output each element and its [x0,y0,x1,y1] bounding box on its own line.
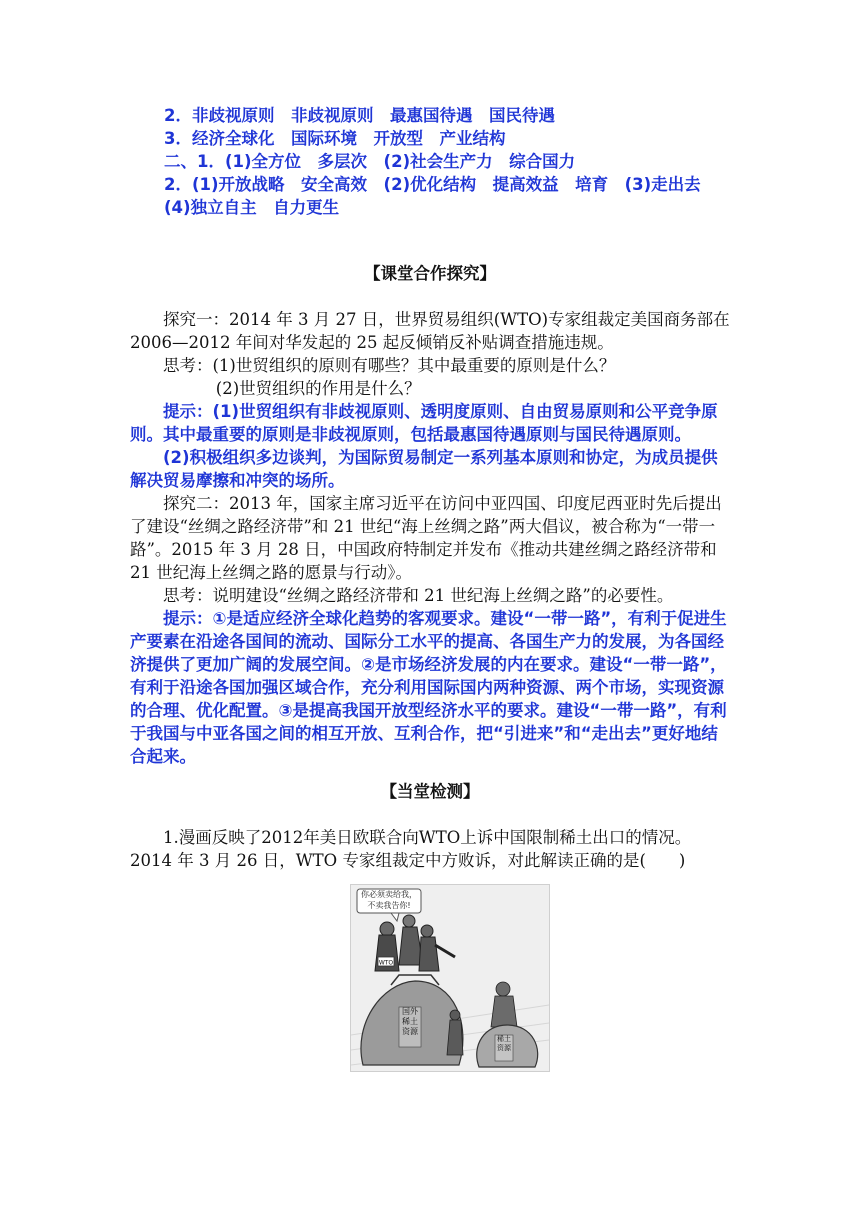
answer-line-1: 2．非歧视原则 非歧视原则 最惠国待遇 国民待遇 [164,106,555,125]
think-two-question: 思考：说明建设“丝绸之路经济带和 21 世纪海上丝绸之路”的必要性。 [163,586,674,605]
section-heading-cooperative-inquiry: 【课堂合作探究】 [364,264,496,283]
right-bag-label: 稀土资源 [497,1035,511,1052]
cartoon-drawing [351,885,549,1071]
answer-line-4: 2．(1)开放战略 安全高效 (2)优化结构 提高效益 培育 (3)走出去 [164,175,701,194]
cartoon-image [350,884,550,1072]
section-heading-in-class-test: 【当堂检测】 [380,782,480,801]
left-bag-label: 国外稀土资源 [402,1007,418,1036]
think-one-question-a: 思考：(1)世贸组织的原则有哪些？其中最重要的原则是什么？ [163,356,616,375]
explore-one-block [130,308,730,768]
answer-line-2: 3．经济全球化 国际环境 开放型 产业结构 [164,129,506,148]
explore-two-text: 探究二：2013 年，国家主席习近平在访问中亚四国、印度尼西亚时先后提出了建设“丝绸之路经济带”和 21 世纪“海上丝绸之路”两大倡议，被合称为“一带一路”。2015 年 3 月 28 日，中国政府特制定并发布《推动共建丝绸之路经济带和 21 世纪海上丝绸之路的愿景与行动》。 [130,494,722,582]
wto-tag: WTO [378,959,394,967]
hint-two: 提示：①是适应经济全球化趋势的客观要求。建设“一带一路”，有利于促进生产要素在沿途各国间的流动、国际分工水平的提高、各国生产力的发展，为各国经济提供了更加广阔的发展空间。②是市场经济发展的内在要求。建设“一带一路”，有利于沿途各国加强区域合作，充分利用国际国内两种资源、两个市场，实现资源的合理、优化配置。③是提高我国开放型经济水平的要求。建设“一带一路”，有利于我国与中亚各国之间的相互开放、互利合作，把“引进来”和“走出去”更好地结合起来。 [130,609,727,766]
hint-one-a: 提示：(1)世贸组织有非歧视原则、透明度原则、自由贸易原则和公平竞争原则。其中最重要的原则是非歧视原则，包括最惠国待遇原则与国民待遇原则。 [130,402,718,444]
think-one-question-b: (2)世贸组织的作用是什么？ [215,379,421,398]
explore-one-text: 探究一：2014 年 3 月 27 日，世界贸易组织(WTO)专家组裁定美国商务部在2006—2012 年间对华发起的 25 起反倾销反补贴调查措施违规。 [130,310,730,352]
answer-line-5: (4)独立自主 自力更生 [164,198,340,217]
question-one-block [130,826,730,872]
hint-one-b: (2)积极组织多边谈判，为国际贸易制定一系列基本原则和协定，为成员提供解决贸易摩擦和冲突的场所。 [130,448,718,490]
speech-bubble-text: 你必须卖给我，不卖我告你! [361,890,417,910]
question-one-text: 1.漫画反映了2012年美日欧联合向WTO上诉中国限制稀土出口的情况。2014 年 3 月 26 日，WTO 专家组裁定中方败诉，对此解读正确的是( ) [130,828,692,870]
answer-line-3: 二、1．(1)全方位 多层次 (2)社会生产力 综合国力 [164,152,576,171]
